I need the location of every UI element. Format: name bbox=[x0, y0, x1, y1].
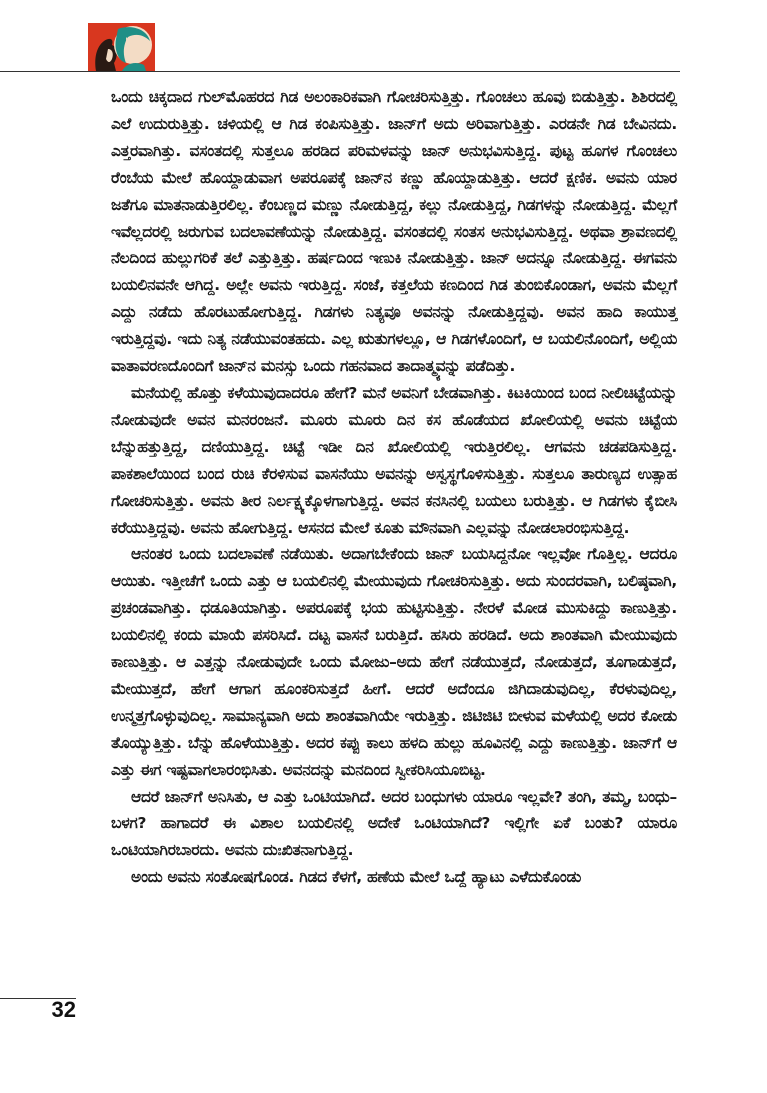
paragraph-1: ಒಂದು ಚಿಕ್ಕದಾದ ಗುಲ್‌ಮೊಹರದ ಗಿಡ ಅಲಂಕಾರಿಕವಾಗಿ ಗೋಚರಿಸುತ್ತಿತ್ತು. ಗೊಂಚಲು ಹೂವು ಬಿಡುತ್ತಿತ್ತು. ಶಿಶಿರದಲ್ಲಿ ಎಲೆ ಉದುರುತ್ತಿತ್ತು. ಚಳಿಯಲ್ಲಿ ಆ ಗಿಡ ಕಂಪಿಸುತ್ತಿತ್ತು. ಜಾನ್‌ಗೆ ಅದು ಅರಿವಾಗುತ್ತಿತ್ತು. ಎರಡನೇ ಗಿಡ ಬೇವಿನದು. ಎತ್ತರವಾಗಿತ್ತು. ವಸಂತದಲ್ಲಿ ಸುತ್ತಲೂ ಹರಡಿದ ಪರಿಮಳವನ್ನು ಜಾನ್ ಅನುಭವಿಸುತ್ತಿದ್ದ. ಪುಟ್ಟ ಹೂಗಳ ಗೊಂಚಲು ರೆಂಬೆಯ ಮೇಲೆ ಹೊಯ್ದಾಡುವಾಗ ಅಪರೂಪಕ್ಕೆ ಜಾನ್‌ನ ಕಣ್ಣು ಹೊಯ್ದಾಡುತ್ತಿತ್ತು. ಆದರೆ ಕ್ಷಣಿಕ. ಅವನು ಯಾರ ಜತೆಗೂ ಮಾತನಾಡುತ್ತಿರಲಿಲ್ಲ. ಕೆಂಬಣ್ಣದ ಮಣ್ಣು ನೋಡುತ್ತಿದ್ದ, ಕಲ್ಲು ನೋಡುತ್ತಿದ್ದ, ಗಿಡಗಳನ್ನು ನೋಡುತ್ತಿದ್ದ. ಮೆಲ್ಲಗೆ ಇವೆಲ್ಲದರಲ್ಲಿ ಜರುಗುವ ಬದಲಾವಣೆಯನ್ನು ನೋಡುತ್ತಿದ್ದ. ವಸಂತದಲ್ಲಿ ಸಂತಸ ಅನುಭವಿಸುತ್ತಿದ್ದ. ಅಥವಾ ಶ್ರಾವಣದಲ್ಲಿ ನೆಲದಿಂದ ಹುಲ್ಲುಗರಿಕೆ ತಲೆ ಎತ್ತುತ್ತಿತ್ತು. ಹರ್ಷದಿಂದ ಇಣುಕಿ ನೋಡುತ್ತಿತ್ತು. ಜಾನ್ ಅದನ್ನೂ ನೋಡುತ್ತಿದ್ದ. ಈಗವನು ಬಯಲಿನವನೇ ಆಗಿದ್ದ. ಅಲ್ಲೇ ಅವನು ಇರುತ್ತಿದ್ದ. ಸಂಜೆ, ಕತ್ತಲೆಯ ಕಣದಿಂದ ಗಿಡ ತುಂಬಿಕೊಂಡಾಗ, ಅವನು ಮೆಲ್ಲಗೆ ಎದ್ದು ನಡೆದು ಹೊರಟುಹೋಗುತ್ತಿದ್ದ. ಗಿಡಗಳು ನಿತ್ಯವೂ ಅವನನ್ನು ನೋಡುತ್ತಿದ್ದವು. ಅವನ ಹಾದಿ ಕಾಯುತ್ತ ಇರುತ್ತಿದ್ದವು. ಇದು ನಿತ್ಯ ನಡೆಯುವಂತಹದು. ಎಲ್ಲ ಋತುಗಳಲ್ಲೂ, ಆ ಗಿಡಗಳೊಂದಿಗೆ, ಆ ಬಯಲಿನೊಂದಿಗೆ, ಅಲ್ಲಿಯ ವಾತಾವರಣದೊಂದಿಗೆ ಜಾನ್‌ನ ಮನಸ್ಸು ಒಂದು ಗಹನವಾದ ತಾದಾತ್ಮ್ಯವನ್ನು ಪಡೆದಿತ್ತು. bbox=[111, 88, 677, 376]
story-text bbox=[111, 84, 677, 891]
paragraph-4: ಆದರೆ ಜಾನ್‌ಗೆ ಅನಿಸಿತು, ಆ ಎತ್ತು ಒಂಟಿಯಾಗಿದೆ. ಅದರ ಬಂಧುಗಳು ಯಾರೂ ಇಲ್ಲವೇ? ತಂಗಿ, ತಮ್ಮ, ಬಂಧು–ಬಳಗ? ಹಾಗಾದರೆ ಈ ವಿಶಾಲ ಬಯಲಿನಲ್ಲಿ ಅದೇಕೆ ಒಂಟಿಯಾಗಿದೆ? ಇಲ್ಲಿಗೇ ಏಕೆ ಬಂತು? ಯಾರೂ ಒಂಟಿಯಾಗಿರಬಾರದು. ಅವನು ದುಃಖಿತನಾಗುತ್ತಿದ್ದ. bbox=[111, 787, 677, 860]
paragraph-5: ಅಂದು ಅವನು ಸಂತೋಷಗೊಂಡ. ಗಿಡದ ಕೆಳಗೆ, ಹಣೆಯ ಮೇಲೆ ಒದ್ದೆ ಹ್ಯಾಟು ಎಳೆದುಕೊಂಡು bbox=[131, 868, 582, 887]
paragraph-2: ಮನೆಯಲ್ಲಿ ಹೊತ್ತು ಕಳೆಯುವುದಾದರೂ ಹೇಗೆ? ಮನೆ ಅವನಿಗೆ ಬೇಡವಾಗಿತ್ತು. ಕಿಟಕಿಯಿಂದ ಬಂದ ನೀಲಿಚಿಟ್ಟೆಯನ್ನು ನೋಡುವುದೇ ಅವನ ಮನರಂಜನೆ. ಮೂರು ಮೂರು ದಿನ ಕಸ ಹೊಡೆಯದ ಖೋಲಿಯಲ್ಲಿ ಅವನು ಚಿಟ್ಟೆಯ ಬೆನ್ನುಹತ್ತುತ್ತಿದ್ದ, ದಣಿಯುತ್ತಿದ್ದ. ಚಿಟ್ಟೆ ಇಡೀ ದಿನ ಖೋಲಿಯಲ್ಲಿ ಇರುತ್ತಿರಲಿಲ್ಲ. ಆಗವನು ಚಡಪಡಿಸುತ್ತಿದ್ದ. ಪಾಕಶಾಲೆಯಿಂದ ಬಂದ ರುಚಿ ಕೆರಳಿಸುವ ವಾಸನೆಯು ಅವನನ್ನು ಅಸ್ವಸ್ಥಗೊಳಿಸುತ್ತಿತ್ತು. ಸುತ್ತಲೂ ತಾರುಣ್ಯದ ಉತ್ಸಾಹ ಗೋಚರಿಸುತ್ತಿತ್ತು. ಅವನು ತೀರ ನಿರ್ಲಕ್ಷ್ಯಕ್ಕೊಳಗಾಗುತ್ತಿದ್ದ. ಅವನ ಕನಸಿನಲ್ಲಿ ಬಯಲು ಬರುತ್ತಿತ್ತು. ಆ ಗಿಡಗಳು ಕೈಬೀಸಿ ಕರೆಯುತ್ತಿದ್ದವು. ಅವನು ಹೋಗುತ್ತಿದ್ದ. ಆಸನದ ಮೇಲೆ ಕೂತು ಮೌನವಾಗಿ ಎಲ್ಲವನ್ನು ನೋಡಲಾರಂಭಿಸುತ್ತಿದ್ದ. bbox=[111, 383, 677, 537]
woman-profile-logo-icon bbox=[88, 23, 155, 71]
header-rule bbox=[0, 71, 680, 72]
page-number: 32 bbox=[51, 997, 76, 1022]
paragraph-3: ಆನಂತರ ಒಂದು ಬದಲಾವಣೆ ನಡೆಯಿತು. ಅದಾಗಬೇಕೆಂದು ಜಾನ್ ಬಯಸಿದ್ದನೋ ಇಲ್ಲವೋ ಗೊತ್ತಿಲ್ಲ. ಆದರೂ ಆಯಿತು. ಇತ್ತೀಚೆಗೆ ಒಂದು ಎತ್ತು ಆ ಬಯಲಿನಲ್ಲಿ ಮೇಯುವುದು ಗೋಚರಿಸುತ್ತಿತ್ತು. ಅದು ಸುಂದರವಾಗಿ, ಬಲಿಷ್ಠವಾಗಿ, ಪ್ರಚಂಡವಾಗಿತ್ತು. ಧಡೂತಿಯಾಗಿತ್ತು. ಅಪರೂಪಕ್ಕೆ ಭಯ ಹುಟ್ಟಿಸುತ್ತಿತ್ತು. ನೇರಳೆ ಮೋಡ ಮುಸುಕಿದ್ದು ಕಾಣುತ್ತಿತ್ತು. ಬಯಲಿನಲ್ಲಿ ಕಂದು ಮಾಯೆ ಪಸರಿಸಿದೆ. ದಟ್ಟ ವಾಸನೆ ಬರುತ್ತಿದೆ. ಹಸಿರು ಹರಡಿದೆ. ಅದು ಶಾಂತವಾಗಿ ಮೇಯುವುದು ಕಾಣುತ್ತಿತ್ತು. ಆ ಎತ್ತನ್ನು ನೋಡುವುದೇ ಒಂದು ಮೋಜು–ಅದು ಹೇಗೆ ನಡೆಯುತ್ತದೆ, ನೋಡುತ್ತದೆ, ತೂಗಾಡುತ್ತದೆ, ಮೇಯುತ್ತದೆ, ಹೇಗೆ ಆಗಾಗ ಹೂಂಕರಿಸುತ್ತದೆ ಹೀಗೆ. ಆದರೆ ಅದೆಂದೂ ಜಿಗಿದಾಡುವುದಿಲ್ಲ, ಕೆರಳುವುದಿಲ್ಲ, ಉನ್ಮತ್ತಗೊಳ್ಳುವುದಿಲ್ಲ. ಸಾಮಾನ್ಯವಾಗಿ ಅದು ಶಾಂತವಾಗಿಯೇ ಇರುತ್ತಿತ್ತು. ಜಿಟಿಜಿಟಿ ಬೀಳುವ ಮಳೆಯಲ್ಲಿ ಅದರ ಕೋಡು ತೊಯ್ಯುತ್ತಿತ್ತು. ಬೆನ್ನು ಹೊಳೆಯುತ್ತಿತ್ತು. ಅದರ ಕಪ್ಪು ಕಾಲು ಹಳದಿ ಹುಲ್ಲು ಹೂವಿನಲ್ಲಿ ಎದ್ದು ಕಾಣುತ್ತಿತ್ತು. ಜಾನ್‌ಗೆ ಆ ಎತ್ತು ಈಗ ಇಷ್ಟವಾಗಲಾರಂಭಿಸಿತು. ಅವನದನ್ನು ಮನದಿಂದ ಸ್ವೀಕರಿಸಿಯೂಬಿಟ್ಟ. bbox=[111, 545, 677, 779]
